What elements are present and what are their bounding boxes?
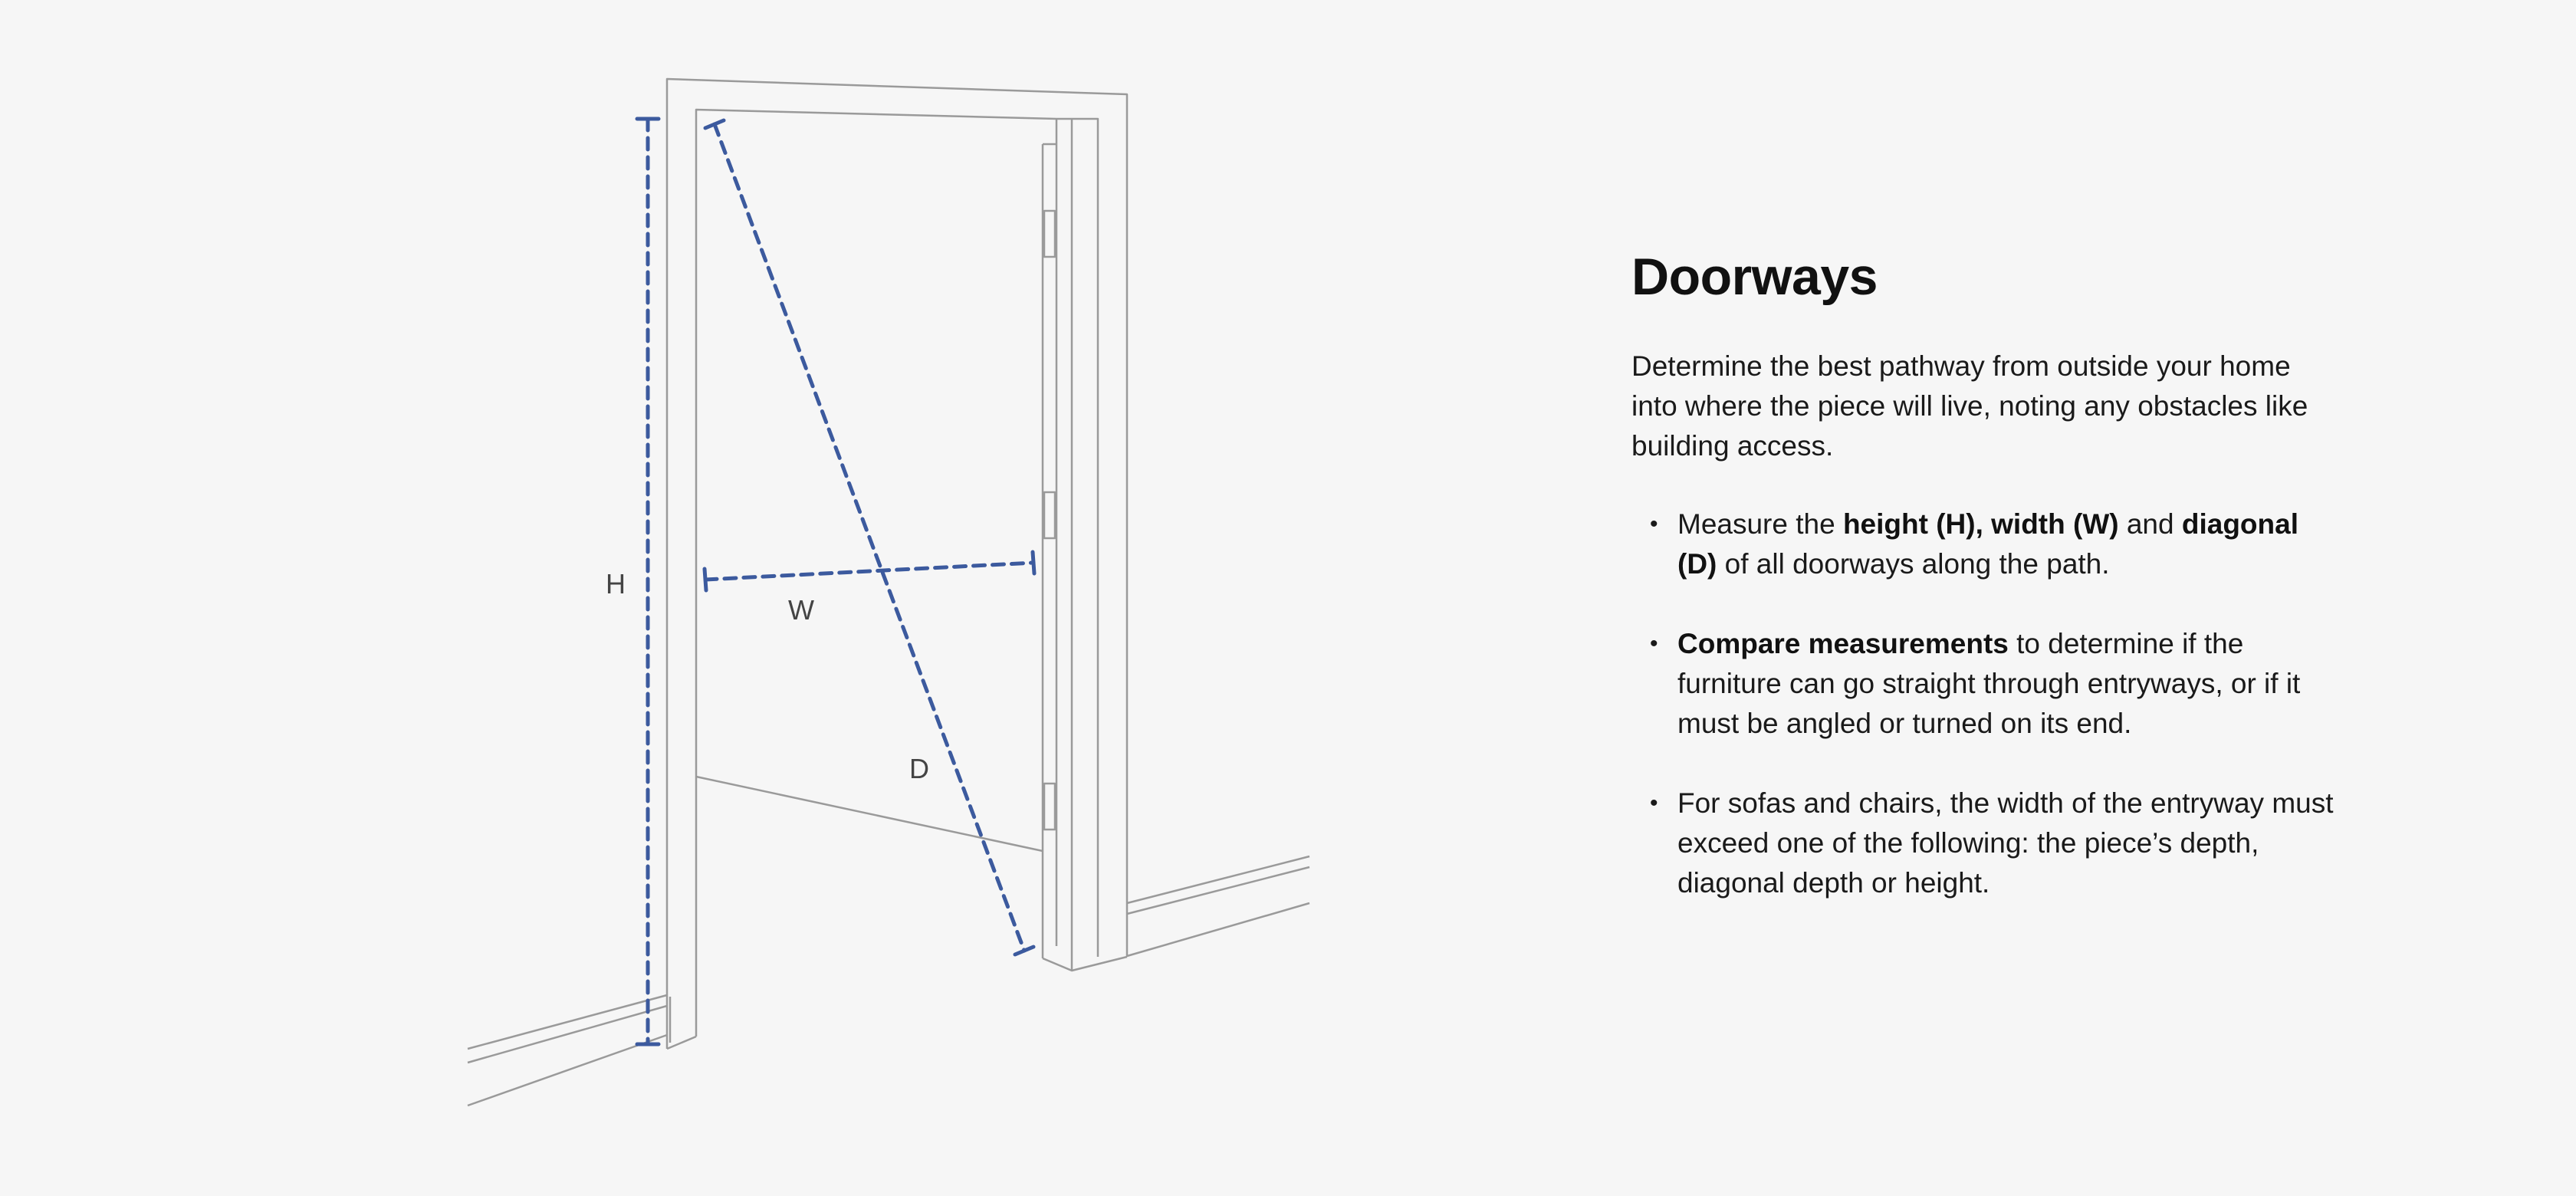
measurement-tips-list bbox=[1631, 504, 2337, 903]
info-panel bbox=[1631, 244, 2337, 943]
bold-text: Compare measurements bbox=[1677, 628, 2009, 659]
list-item bbox=[1631, 504, 2337, 584]
body-text: of all doorways along the path. bbox=[1717, 548, 2110, 580]
intro-paragraph: Determine the best pathway from outside your home into where the piece will live, noting any obstacles like building access. bbox=[1631, 350, 2308, 462]
diagonal-measure-line bbox=[715, 124, 1024, 951]
body-text: and bbox=[2118, 508, 2182, 540]
bullet-dot-icon: • bbox=[1650, 511, 1658, 537]
width-measure-line bbox=[705, 563, 1033, 580]
bold-text: height (H), width (W) bbox=[1842, 508, 2119, 540]
bold-text: diagonal (D) bbox=[1677, 508, 2298, 580]
bullet-dot-icon: • bbox=[1650, 631, 1658, 656]
body-text: For sofas and chairs, the width of the entryway must exceed one of the following: the piece’s depth, diagonal depth or height. bbox=[1677, 787, 2334, 899]
height-label: H bbox=[606, 568, 626, 600]
body-text: to determine if the furniture can go straight through entryways, or if it must be angled or turned on its end. bbox=[1677, 628, 2301, 739]
bullet-dot-icon: • bbox=[1650, 790, 1658, 816]
list-item bbox=[1631, 624, 2337, 744]
diagonal-label: D bbox=[909, 753, 929, 784]
page-title: Doorways bbox=[1631, 248, 1878, 306]
list-item bbox=[1631, 784, 2337, 903]
body-text: Measure the bbox=[1677, 508, 1843, 540]
width-label: W bbox=[788, 594, 814, 626]
